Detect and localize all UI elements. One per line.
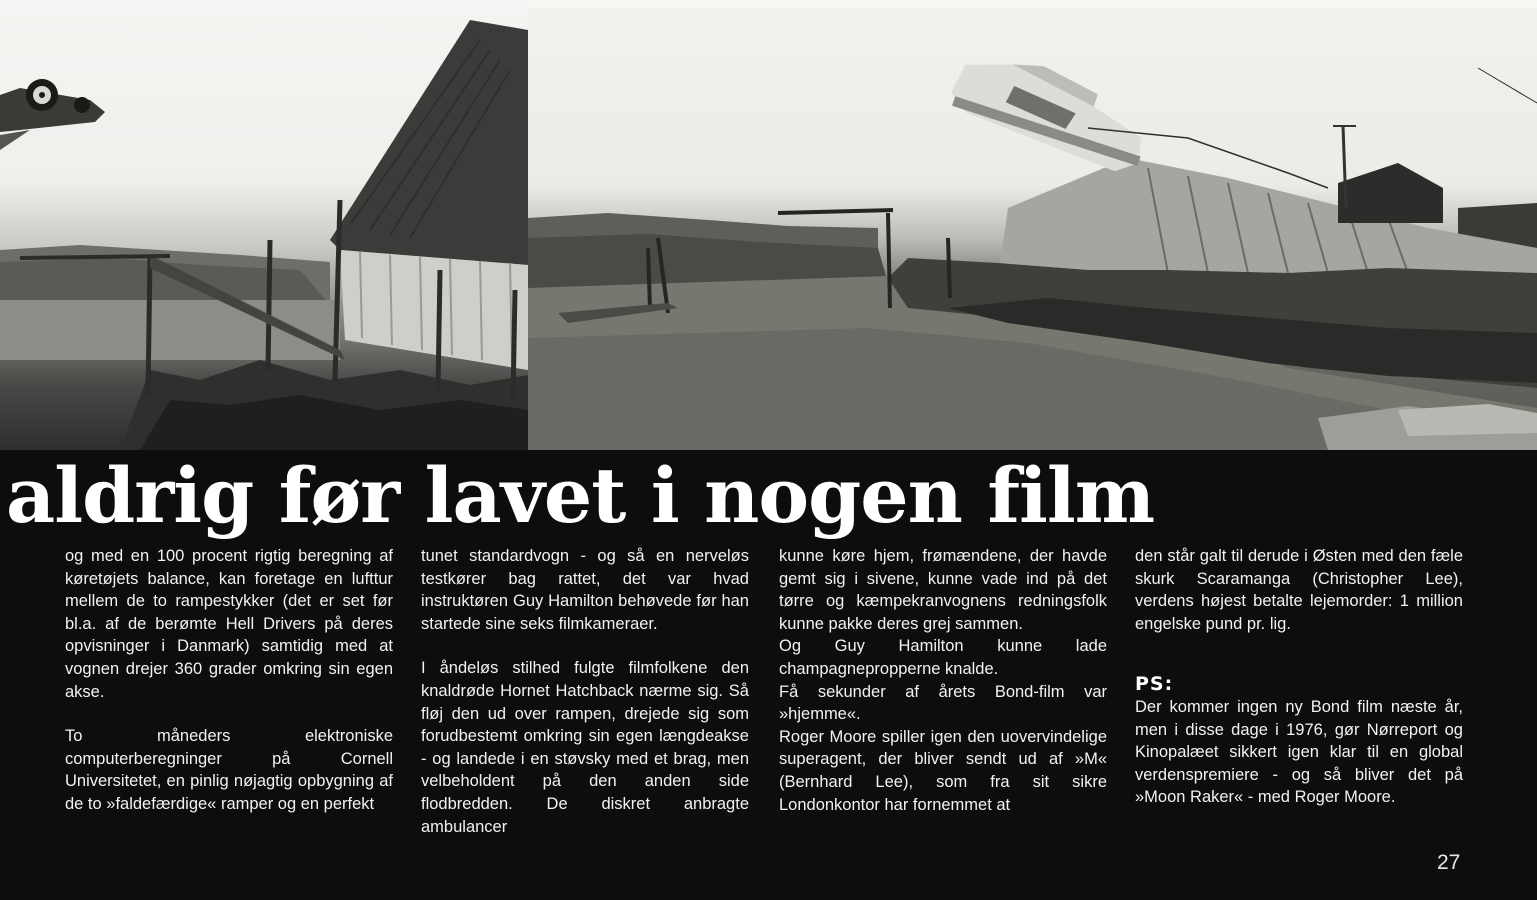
- text-column-4: [1135, 545, 1463, 809]
- flying-car-left: [0, 79, 105, 150]
- flying-car-right: [944, 41, 1158, 177]
- photo-right-illustration: [528, 8, 1537, 450]
- paragraph: kunne køre hjem, frømændene, der havde gemt sig i sivene, kunne vade ind på det tørre og kæmpekranvognens redningsfolk kunne pakke deres grej sammen.: [779, 547, 1107, 633]
- paragraph: Få sekunder af årets Bond-film var »hjemme«.: [779, 682, 1107, 724]
- ps-heading: PS:: [1135, 673, 1174, 696]
- paragraph: I åndeløs stilhed fulgte filmfolkene den knaldrøde Hornet Hatchback nærme sig. Så fløj den ud over rampen, drejede sig som forudbestemt omkring sin egen længdeakse - og landede i en støvsky med et brag, men velbeholdent på den anden side flodbredden. De diskret anbragte ambulancer: [421, 659, 749, 836]
- text-column-2: [421, 545, 749, 838]
- headline: aldrig før lavet i nogen film: [6, 451, 1155, 540]
- paragraph: To måneders elektroniske computerberegninger på Cornell Universitetet, en pinlig nøjagtig opbygning af de to »faldefærdige« ramper og en perfekt: [65, 727, 393, 813]
- photo-car-on-ramp-left: [0, 0, 528, 450]
- paragraph: Og Guy Hamilton kunne lade champagnepropperne knalde.: [779, 637, 1107, 678]
- paragraph: den står galt til derude i Østen med den fæle skurk Scaramanga (Christopher Lee), verdens højest betalte lejemorder: 1 million engelske pund pr. lig.: [1135, 547, 1463, 633]
- page-number: 27: [1437, 851, 1461, 874]
- photo-car-jump-right: [528, 8, 1537, 450]
- paragraph: og med en 100 procent rigtig beregning af køretøjets balance, kan foretage en lufttur mellem de to rampestykker (det er set før bl.a. af de berømte Hell Drivers på deres opvisninger i Danmark) samtidig med at vognen drejer 360 grader omkring sin egen akse.: [65, 547, 393, 701]
- text-column-3: [779, 545, 1107, 816]
- photo-left-illustration: [0, 0, 528, 450]
- paragraph: tunet standardvogn - og så en nerveløs testkører bag rattet, det var hvad instruktøren Guy Hamilton behøvede før han startede sine seks filmkameraer.: [421, 547, 749, 633]
- page-margin: [528, 0, 1537, 8]
- ps-paragraph: Der kommer ingen ny Bond film næste år, men i disse dage i 1976, gør Nørreport og Kinopalæet sikkert igen klar til en global verdenspremiere - og så bliver det på »Moon Raker« - med Roger Moore.: [1135, 697, 1463, 807]
- text-column-1: [65, 545, 393, 816]
- paragraph: Roger Moore spiller igen den uovervindelige superagent, der bliver sendt ud af »M« (Bernhard Lee), som fra sit sikre Londonkontor har fornemmet at: [779, 727, 1107, 814]
